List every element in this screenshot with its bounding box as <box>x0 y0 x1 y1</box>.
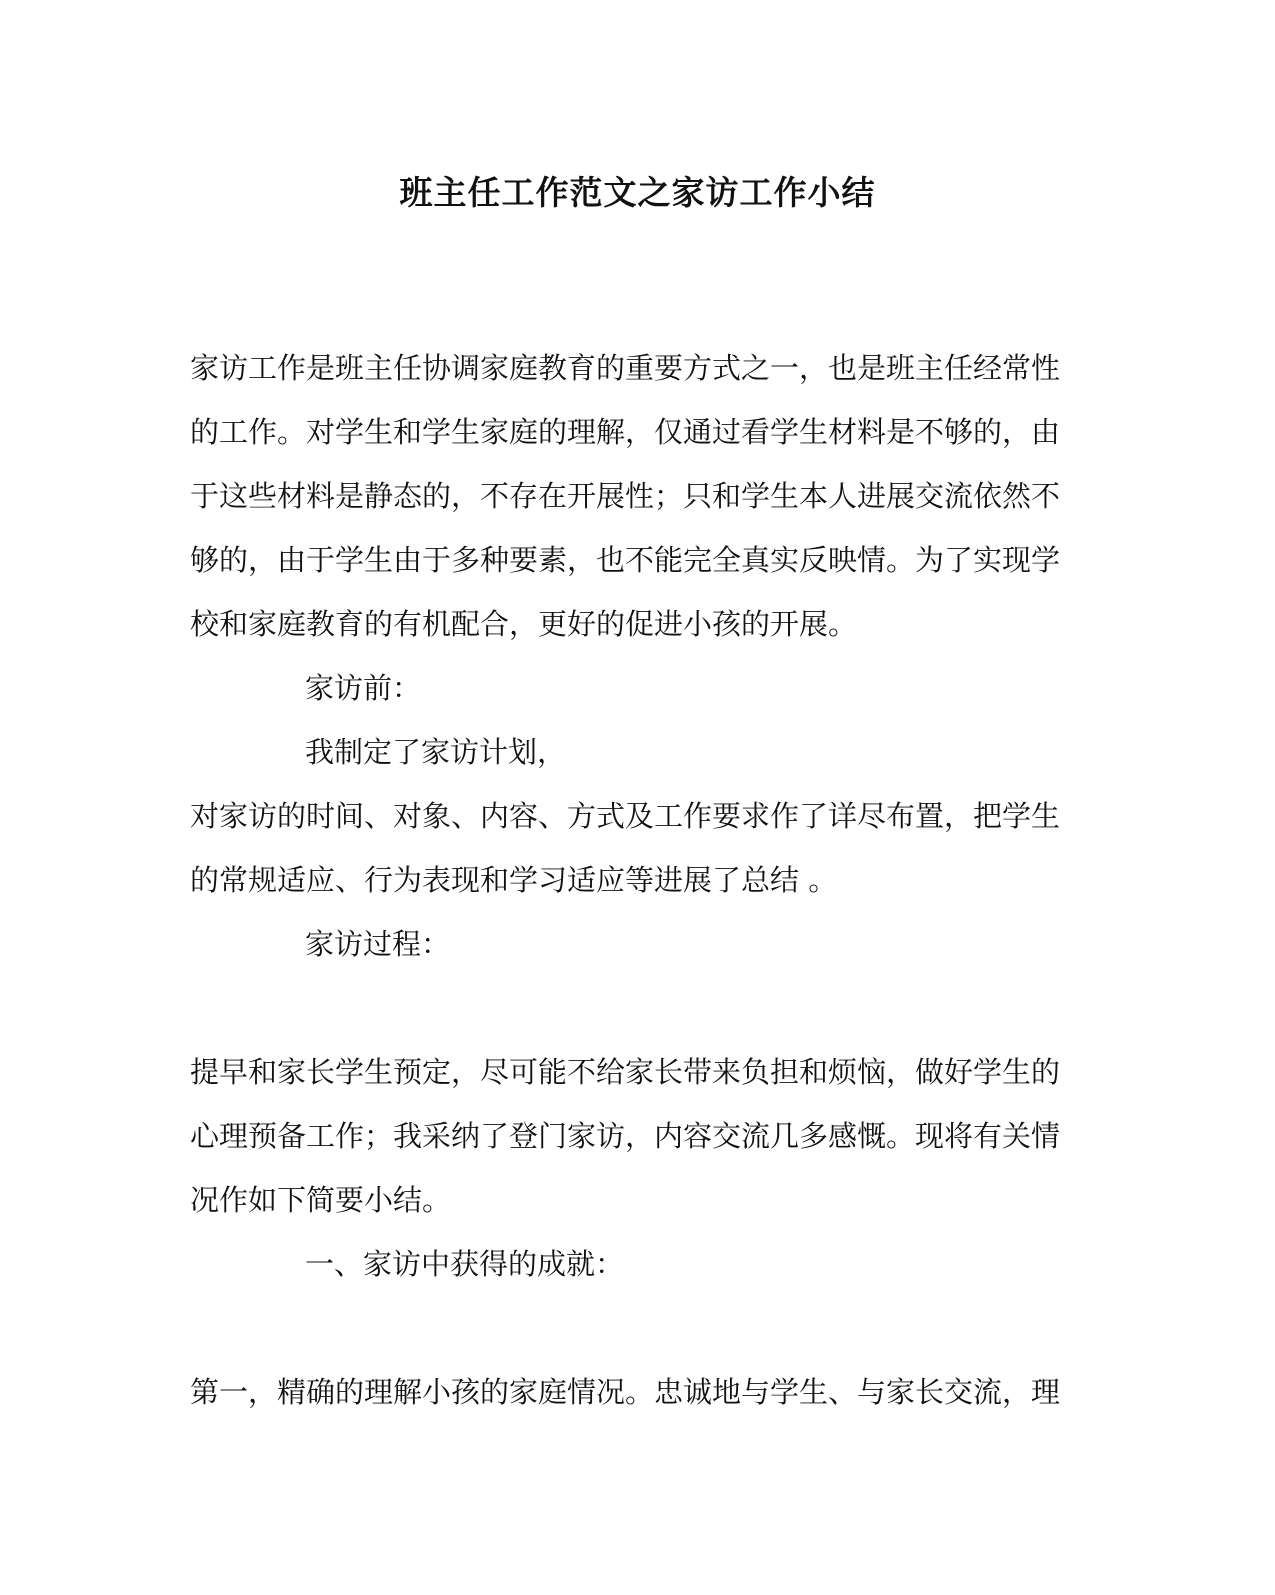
paragraph-line: 况作如下简要小结。 <box>190 1183 452 1217</box>
paragraph-line: 够的，由于学生由于多种要素，也不能完全真实反映情。为了实现学 <box>190 543 1061 577</box>
paragraph-line: 我制定了家访计划， <box>305 735 567 769</box>
paragraph-line: 校和家庭教育的有机配合，更好的促进小孩的开展。 <box>190 607 858 641</box>
paragraph-line: 第一，精确的理解小孩的家庭情况。忠诚地与学生、与家长交流，理 <box>190 1375 1061 1409</box>
paragraph-line: 对家访的时间、对象、内容、方式及工作要求作了详尽布置，把学生 <box>190 799 1061 833</box>
section-heading-before-visit: 家访前： <box>305 671 422 705</box>
paragraph-line: 提早和家长学生预定，尽可能不给家长带来负担和烦恼，做好学生的 <box>190 1055 1061 1089</box>
document-title: 班主任工作范文之家访工作小结 <box>399 173 876 212</box>
paragraph-line: 心理预备工作；我采纳了登门家访，内容交流几多感慨。现将有关情 <box>190 1119 1061 1153</box>
paragraph-line: 于这些材料是静态的，不存在开展性；只和学生本人进展交流依然不 <box>190 479 1061 513</box>
paragraph-line: 的常规适应、行为表现和学习适应等进展了总结 。 <box>190 863 838 897</box>
section-heading-achievements: 一、家访中获得的成就： <box>305 1247 625 1281</box>
section-heading-visit-process: 家访过程： <box>305 927 451 961</box>
paragraph-line: 家访工作是班主任协调家庭教育的重要方式之一，也是班主任经常性 <box>190 351 1061 385</box>
paragraph-line: 的工作。对学生和学生家庭的理解，仅通过看学生材料是不够的，由 <box>190 415 1061 449</box>
